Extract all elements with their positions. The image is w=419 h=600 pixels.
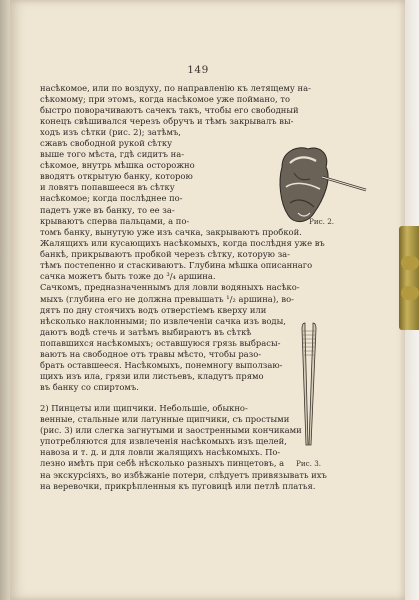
figure-2-caption: Рис. 2. (309, 217, 335, 226)
text-line: крываютъ сперва пальцами, а по- (40, 215, 190, 226)
paragraph-block-1 (40, 83, 366, 138)
text-line: лезно имѣть при себѣ нѣсколько разныхъ пинцетовъ, а (40, 458, 285, 469)
text-line: 2) Пинцеты или щипчики. Небольшiе, обыкно- (40, 403, 248, 413)
text-line: сачка можетъ быть тоже до ³/₄ аршина. (40, 271, 216, 282)
text-line: употребляются для извлеченiя насѣкомыхъ изъ щелей, (40, 436, 287, 447)
brass-clasp (399, 226, 419, 330)
text-line: сѣкомое, внутрь мѣшка осторожно (40, 160, 195, 171)
text-line: навоза и т. д. и для ловли жалящихъ насѣкомыхъ. По- (40, 447, 281, 458)
text-line: дятъ по дну стоячихъ водъ отверстiемъ кверху или (40, 304, 267, 315)
text-line: нѣсколько наклонными; по извлеченiи сачка изъ воды, (40, 315, 286, 326)
text-line: быстро поворачиваютъ сачекъ такъ, чтобы его свободный (40, 105, 299, 116)
previous-page-edge (0, 0, 10, 600)
text-line: конецъ свѣшивался черезъ обручъ и тѣмъ закрывалъ вы- (40, 116, 294, 127)
text-line: сжавъ свободной рукой сѣтку (40, 138, 172, 148)
page-number: 149 (187, 64, 209, 76)
text-line: выше того мѣста, гдѣ сидитъ на- (40, 149, 185, 160)
text-line: и ловятъ попавшееся въ сѣтку (40, 182, 175, 193)
text-line: сѣкомому; при этомъ, когда насѣкомое уже поймано, то (40, 94, 291, 105)
text-line: на веревочки, прикрѣпленныя къ пуговицѣ или петлѣ платья. (40, 480, 316, 491)
paragraph-block-2 (40, 138, 270, 227)
text-line: даютъ водѣ стечь и затѣмъ выбираютъ въ сѣткѣ (40, 326, 252, 337)
text-line: мыхъ (глубина его не должна превышать ¹/₂ аршина), во- (40, 293, 294, 304)
text-line: Сачкомъ, предназначеннымъ для ловли водяныхъ насѣко- (40, 282, 300, 293)
paragraph-block-4 (40, 403, 327, 492)
text-line: венные, стальные или латунные щипчики, съ простыми (40, 414, 290, 425)
text-line: щихъ изъ ила, грязи или листьевъ, кладутъ прямо (40, 371, 264, 382)
text-line: Жалящихъ или кусающихъ насѣкомыхъ, когда послѣдня уже въ (40, 238, 325, 249)
text-line: брать оставшееся. Насѣкомыхъ, понемногу выползаю- (40, 360, 283, 371)
figure-3-caption: Рис. 3. (296, 459, 322, 468)
text-line: (рис. 3) или слегка загнутыми и заостренными кончиками (40, 425, 302, 436)
text-line: насѣкомое, или по воздуху, по направленiю къ летящему на- (40, 83, 311, 93)
text-line: томъ банку, вынутую уже изъ сачка, закрываютъ пробкой. (40, 227, 302, 237)
text-line: падетъ уже въ банку, то ее за- (40, 204, 175, 215)
text-line: ходъ изъ сѣтки (рис. 2); затѣмъ, (40, 127, 181, 138)
text-line: на экскурсiяхъ, во избѣжанiе потери, слѣдуетъ привязывать ихъ (40, 469, 327, 480)
text-line: въ банку со спиртомъ. (40, 382, 139, 393)
text-line: ваютъ на свободное отъ травы мѣсто, чтобы разо- (40, 349, 262, 360)
tweezers-illustration (296, 321, 322, 449)
text-line: насѣкомое; когда послѣднее по- (40, 193, 183, 204)
text-line: вводятъ открытую банку, которою (40, 171, 193, 182)
text-line: банкѣ, прикрываютъ пробкой черезъ сѣтку, которую за- (40, 249, 290, 260)
text-line: попавшихся насѣкомыхъ; оставшуюся грязь выбрасы- (40, 337, 281, 348)
text-line: тѣмъ постепенно и стаскиваютъ. Глубина мѣшка описаннаго (40, 260, 313, 271)
